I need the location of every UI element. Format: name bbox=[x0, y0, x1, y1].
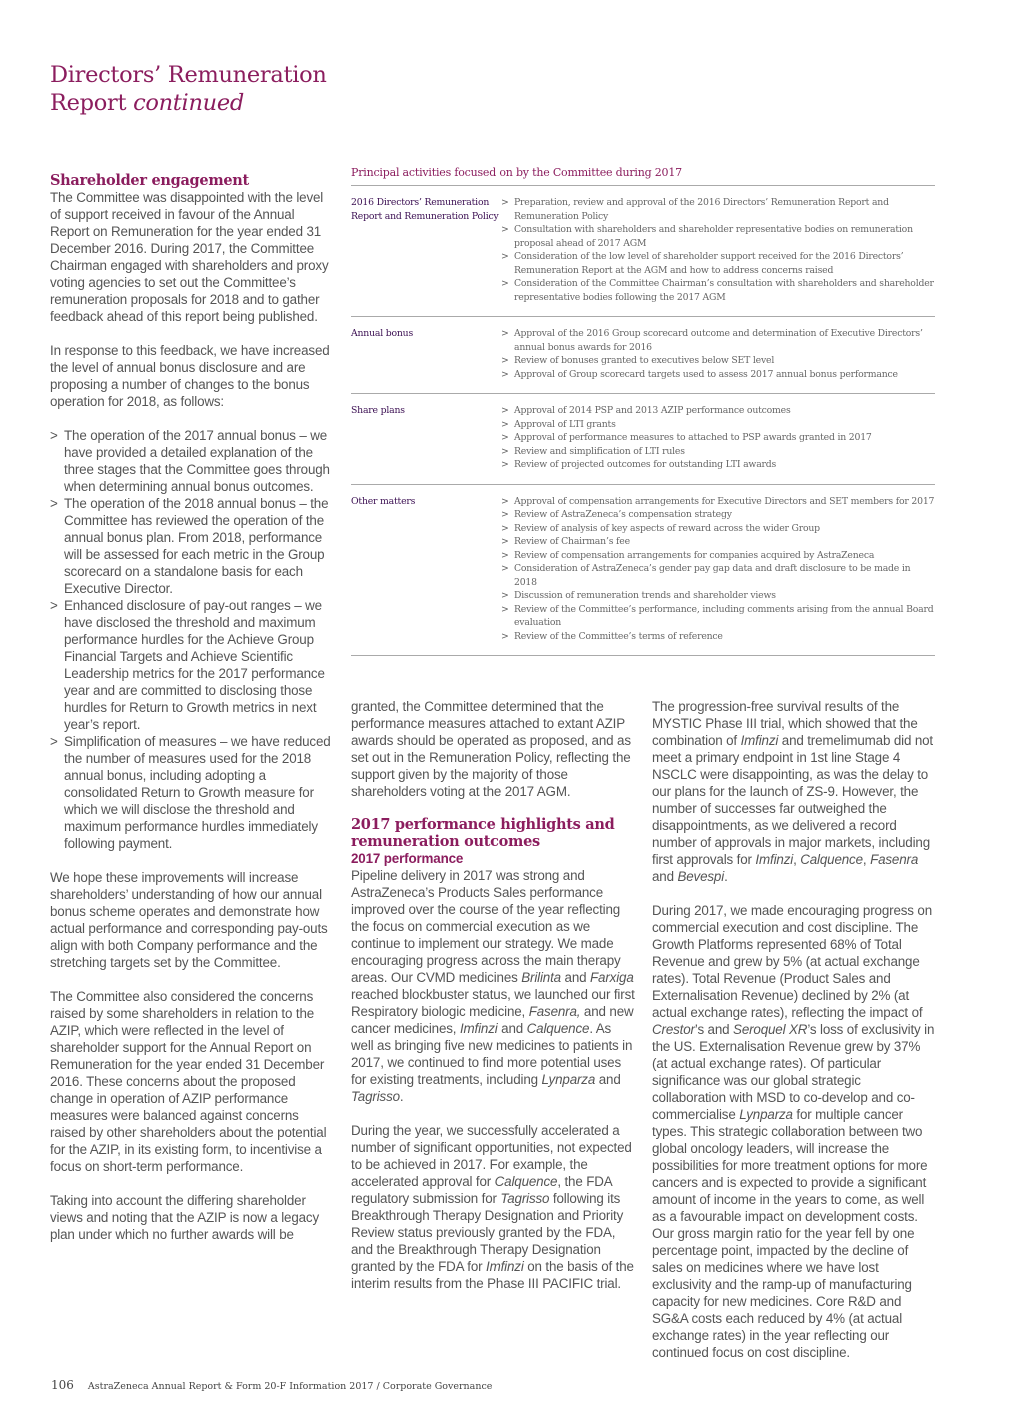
italic-product-name: Crestor bbox=[652, 1022, 695, 1037]
principal-activities-table bbox=[351, 165, 935, 656]
chevron-bullet-icon: > bbox=[50, 598, 58, 613]
list-item bbox=[50, 733, 334, 852]
activity-item bbox=[501, 196, 935, 223]
chevron-bullet-icon: > bbox=[501, 603, 509, 615]
text-run: The progression-free survival results of the MYSTIC Phase III trial, which showed that the combination of bbox=[652, 699, 918, 748]
italic-product-name: Calquence bbox=[526, 1021, 590, 1036]
chevron-bullet-icon: > bbox=[50, 496, 58, 511]
footer-text: AstraZeneca Annual Report & Form 20-F Information 2017 / Corporate Governance bbox=[87, 1381, 493, 1392]
performance-highlights-heading: 2017 performance highlights and remuneration outcomes bbox=[351, 816, 615, 850]
text-run: ’s loss of exclusivity in the US. Externalisation Revenue grew by 37% (at actual exchange rates). Of particular significance was our global strategic collaboration with MSD to co-develop and co-commercialise bbox=[652, 1022, 935, 1122]
table-title: Principal activities focused on by the Committee during 2017 bbox=[351, 165, 935, 186]
list-item bbox=[50, 495, 334, 597]
chevron-bullet-icon: > bbox=[501, 459, 509, 470]
text-run: . bbox=[724, 869, 728, 884]
row-label: Other matters bbox=[351, 495, 416, 507]
table-row bbox=[351, 485, 935, 657]
chevron-bullet-icon: > bbox=[501, 536, 509, 547]
chevron-bullet-icon: > bbox=[501, 509, 509, 520]
activity-item bbox=[501, 630, 935, 644]
text-run: . bbox=[399, 1089, 404, 1104]
activity-text: Consideration of the Committee Chairman’s consultation with shareholders and shareholder representative bodies following the 2017 AGM bbox=[514, 278, 934, 303]
activity-item bbox=[501, 418, 935, 432]
italic-product-name: Imfinzi bbox=[486, 1259, 524, 1274]
text-run: Taking into account the differing shareholder views and noting that the AZIP is now a legacy plan under which no further awards will be bbox=[50, 1193, 320, 1242]
activity-text: Approval of 2014 PSP and 2013 AZIP performance outcomes bbox=[514, 405, 791, 416]
chevron-bullet-icon: > bbox=[501, 224, 509, 235]
page-title bbox=[50, 61, 327, 117]
activity-item bbox=[501, 277, 935, 304]
activity-text: Review of analysis of key aspects of reward across the wider Group bbox=[514, 522, 820, 534]
activity-item bbox=[501, 603, 935, 630]
chevron-bullet-icon: > bbox=[501, 432, 509, 443]
paragraph bbox=[50, 189, 334, 325]
activity-text: Review of AstraZeneca’s compensation strategy bbox=[514, 509, 732, 520]
chevron-bullet-icon: > bbox=[501, 522, 509, 534]
italic-product-name: Tagrisso bbox=[351, 1089, 400, 1104]
text-run: During the year, we successfully accelerated a number of significant opportunities, not expected to be achieved in 2017. For example, the accelerated approval for bbox=[351, 1123, 632, 1189]
activity-item bbox=[501, 404, 935, 418]
left-column bbox=[50, 172, 334, 1260]
table-row bbox=[351, 317, 935, 394]
activity-item bbox=[501, 431, 935, 445]
activity-text: Approval of LTI grants bbox=[514, 418, 616, 430]
text-run: granted, the Committee determined that the performance measures attached to extant AZIP awards should be operated as proposed, and as set out in the Remuneration Policy, reflecting the support given by the majority of those shareholders voting at the 2017 AGM. bbox=[351, 699, 631, 799]
italic-product-name: Imfinzi bbox=[459, 1021, 498, 1036]
activity-text: Discussion of remuneration trends and shareholder views bbox=[514, 590, 776, 601]
activity-item bbox=[501, 495, 935, 509]
text-run: ’s and bbox=[694, 1022, 734, 1037]
text-run: During 2017, we made encouraging progress on commercial execution and cost discipline. The Growth Platforms represented 68% of Total Revenue and grew by 5% (at actual exchange rates). Total Revenue (Product Sales and Externalisation Revenue) declined by 2% (at actual exchange rates), reflecting the impact of bbox=[652, 903, 932, 1020]
list-item-text: The operation of the 2017 annual bonus – we have provided a detailed explanation of the three stages that the Committee goes through when determining annual bonus outcomes. bbox=[64, 428, 330, 494]
chevron-bullet-icon: > bbox=[50, 734, 58, 749]
text-run: . As well as bringing five new medicines to patients in 2017, we continued to find more potential uses for existing treatments, including bbox=[351, 1021, 633, 1087]
chevron-bullet-icon: > bbox=[501, 630, 509, 642]
table-row bbox=[351, 394, 935, 485]
italic-product-name: Fasenra bbox=[870, 852, 919, 867]
paragraph bbox=[50, 988, 334, 1175]
chevron-bullet-icon: > bbox=[501, 418, 509, 430]
activity-text: Review of the Committee’s performance, including comments arising from the annual Board evaluation bbox=[514, 603, 934, 628]
list-item-text: Enhanced disclosure of pay-out ranges – we have disclosed the threshold and maximum performance hurdles for the Achieve Group Financial Targets and Achieve Scientific Leadership metrics for the 2017 performance year and are committed to disclosing those hurdles for Return to Growth metrics in next year’s report. bbox=[64, 598, 325, 732]
paragraph bbox=[351, 698, 635, 800]
paragraph bbox=[50, 342, 334, 410]
activity-text: Review and simplification of LTI rules bbox=[514, 445, 685, 457]
performance-subheading: 2017 performance bbox=[351, 851, 464, 866]
activity-item bbox=[501, 250, 935, 277]
activity-item bbox=[501, 549, 935, 563]
italic-product-name: Calquence bbox=[800, 852, 863, 867]
chevron-bullet-icon: > bbox=[501, 563, 509, 574]
activity-item bbox=[501, 562, 935, 589]
text-run: The Committee also considered the concerns raised by some shareholders in relation to the AZIP, which were reflected in the level of shareholder support for the Annual Report on Remuneration for the year ended 31 December 2016. These concerns about the proposed change in operation of AZIP performance measures were balanced against concerns raised by other shareholders about the potential for the AZIP, in its existing form, to incentivise a focus on short-term performance. bbox=[50, 989, 327, 1174]
activity-item bbox=[501, 535, 935, 549]
italic-product-name: Fasenra, bbox=[528, 1004, 581, 1019]
chevron-bullet-icon: > bbox=[501, 278, 509, 289]
paragraph bbox=[351, 1122, 635, 1292]
italic-product-name: Lynparza bbox=[739, 1107, 793, 1122]
text-run: and bbox=[497, 1021, 527, 1036]
paragraph bbox=[351, 867, 635, 1105]
chevron-bullet-icon: > bbox=[501, 328, 509, 339]
title-line-2: Report bbox=[50, 90, 134, 116]
activity-item bbox=[501, 522, 935, 536]
activity-text: Review of the Committee’s terms of reference bbox=[514, 630, 723, 642]
title-continued: continued bbox=[133, 90, 244, 116]
activity-text: Review of bonuses granted to executives below SET level bbox=[514, 355, 775, 366]
activity-text: Consideration of AstraZeneca’s gender pay gap data and draft disclosure to be made in 2018 bbox=[514, 563, 911, 588]
text-run: on the basis of the interim results from the Phase III PACIFIC trial. bbox=[351, 1259, 634, 1291]
activity-list bbox=[501, 196, 935, 304]
italic-product-name: Brilinta bbox=[521, 970, 561, 985]
activity-item bbox=[501, 445, 935, 459]
list-item-text: The operation of the 2018 annual bonus – the Committee has reviewed the operation of the annual bonus plan. From 2018, performance will be assessed for each metric in the Group scorecard on a standalone basis for each Executive Director. bbox=[64, 496, 329, 596]
chevron-bullet-icon: > bbox=[50, 428, 58, 443]
right-column bbox=[652, 698, 936, 1378]
activity-text: Consultation with shareholders and shareholder representative bodies on remuneration proposal ahead of 2017 AGM bbox=[514, 224, 913, 249]
activity-text: Review of compensation arrangements for companies acquired by AstraZeneca bbox=[514, 549, 875, 561]
text-run: , the FDA regulatory submission for bbox=[351, 1174, 612, 1206]
table-row bbox=[351, 186, 935, 317]
text-run: reached blockbuster status, we launched our first Respiratory biologic medicine, bbox=[351, 987, 635, 1019]
list-item-text: Simplification of measures – we have reduced the number of measures used for the 2018 annual bonus, including adopting a consolidated Return to Growth measure for which we will disclose the threshold and maximum performance hurdles immediately following payment. bbox=[64, 734, 331, 851]
chevron-bullet-icon: > bbox=[501, 549, 509, 561]
list-item bbox=[50, 427, 334, 495]
bonus-changes-list bbox=[50, 427, 334, 852]
text-run: The Committee was disappointed with the level of support received in favour of the Annual Report on Remuneration for the year ended 31 December 2016. During 2017, the Committee Chairman engaged with shareholders and proxy voting agencies to set out the Committee’s remuneration proposals for 2018 and to gather feedback ahead of this report being published. bbox=[50, 190, 329, 324]
title-line-1: Directors’ Remuneration bbox=[50, 62, 327, 88]
chevron-bullet-icon: > bbox=[501, 495, 509, 507]
chevron-bullet-icon: > bbox=[501, 368, 509, 380]
row-label: 2016 Directors’ Remuneration Report and Remuneration Policy bbox=[351, 197, 499, 222]
activity-text: Review of projected outcomes for outstanding LTI awards bbox=[514, 459, 777, 470]
activity-item bbox=[501, 589, 935, 603]
page-footer bbox=[51, 1378, 492, 1392]
activity-item bbox=[501, 223, 935, 250]
activity-item bbox=[501, 368, 935, 382]
paragraph bbox=[50, 869, 334, 971]
shareholder-engagement-heading: Shareholder engagement bbox=[50, 172, 249, 189]
text-run: and tremelimumab did not meet a primary endpoint in 1st line Stage 4 NSCLC were disappointing, as was the delay to our plans for the launch of ZS-9. However, the number of successes far outweighed the disappointments, as we delivered a record number of approvals in major markets, including first approvals for bbox=[652, 733, 933, 867]
italic-product-name: Tagrisso bbox=[500, 1191, 550, 1206]
text-run: for multiple cancer types. This strategic collaboration between two global oncology leaders, will increase the possibilities for more treatment options for more cancers and is expected to provide a significant amount of income in the years to come, as well as a favourable impact on development costs. Our gross margin ratio for the year fell by one percentage point, impacted by the decline of sales on medicines where we have lost exclusivity and the ramp-up of manufacturing capacity for new medicines. Core R&D and SG&A costs each reduced by 4% (at actual exchange rates) in the year reflecting our continued focus on cost discipline. bbox=[652, 1107, 928, 1360]
chevron-bullet-icon: > bbox=[501, 355, 509, 366]
middle-column bbox=[351, 698, 635, 1309]
row-label: Annual bonus bbox=[351, 328, 414, 339]
chevron-bullet-icon: > bbox=[501, 445, 509, 457]
activity-list bbox=[501, 327, 935, 381]
activity-text: Approval of Group scorecard targets used to assess 2017 annual bonus performance bbox=[514, 368, 898, 380]
activity-text: Review of Chairman’s fee bbox=[514, 536, 630, 547]
text-run: , bbox=[793, 852, 801, 867]
activity-item bbox=[501, 354, 935, 368]
activity-text: Approval of the 2016 Group scorecard outcome and determination of Executive Directors’ annual bonus awards for 2016 bbox=[514, 328, 923, 353]
italic-product-name: Imfinzi bbox=[755, 852, 794, 867]
italic-product-name: Calquence bbox=[494, 1174, 558, 1189]
paragraph bbox=[50, 1192, 334, 1243]
page-number: 106 bbox=[51, 1378, 74, 1392]
activity-list bbox=[501, 495, 935, 644]
activity-text: Approval of performance measures to attached to PSP awards granted in 2017 bbox=[514, 432, 872, 443]
text-run: and bbox=[560, 970, 591, 985]
chevron-bullet-icon: > bbox=[501, 197, 509, 208]
activity-list bbox=[501, 404, 935, 472]
paragraph bbox=[652, 698, 936, 885]
italic-product-name: Seroquel XR bbox=[733, 1022, 808, 1037]
chevron-bullet-icon: > bbox=[501, 405, 509, 416]
activity-text: Approval of compensation arrangements for Executive Directors and SET members for 2017 bbox=[514, 495, 935, 507]
row-label: Share plans bbox=[351, 405, 405, 416]
activity-item bbox=[501, 327, 935, 354]
chevron-bullet-icon: > bbox=[501, 251, 509, 262]
text-run: following its Breakthrough Therapy Designation and Priority Review status previously granted by the FDA, and the Breakthrough Therapy Designation granted by the FDA for bbox=[351, 1191, 624, 1274]
text-run: In response to this feedback, we have increased the level of annual bonus disclosure and are proposing a number of changes to the bonus operation for 2018, as follows: bbox=[50, 343, 330, 409]
italic-product-name: Lynparza bbox=[541, 1072, 596, 1087]
text-run: and new cancer medicines, bbox=[351, 1004, 634, 1036]
text-run: Pipeline delivery in 2017 was strong and AstraZeneca’s Products Sales performance improved over the course of the year reflecting the focus on commercial execution as we continue to implement our strategy. We made encouraging progress across the main therapy areas. Our CVMD medicines bbox=[351, 868, 621, 985]
text-run: , bbox=[862, 852, 871, 867]
text-run: and bbox=[652, 869, 678, 884]
activity-item bbox=[501, 458, 935, 472]
text-run: and bbox=[595, 1072, 621, 1087]
italic-product-name: Farxiga bbox=[590, 970, 634, 985]
chevron-bullet-icon: > bbox=[501, 590, 509, 601]
list-item bbox=[50, 597, 334, 733]
text-run: We hope these improvements will increase shareholders’ understanding of how our annual bonus scheme operates and demonstrate how actual performance and corresponding pay-outs align with both Company performance and the stretching targets set by the Committee. bbox=[50, 870, 328, 970]
activity-item bbox=[501, 508, 935, 522]
italic-product-name: Bevespi bbox=[677, 869, 725, 884]
paragraph bbox=[652, 902, 936, 1361]
italic-product-name: Imfinzi bbox=[740, 733, 779, 748]
activity-text: Preparation, review and approval of the 2016 Directors’ Remuneration Report and Remuneration Policy bbox=[514, 197, 889, 222]
activity-text: Consideration of the low level of shareholder support received for the 2016 Directors’ Remuneration Report at the AGM and how to address concerns raised bbox=[514, 251, 904, 276]
